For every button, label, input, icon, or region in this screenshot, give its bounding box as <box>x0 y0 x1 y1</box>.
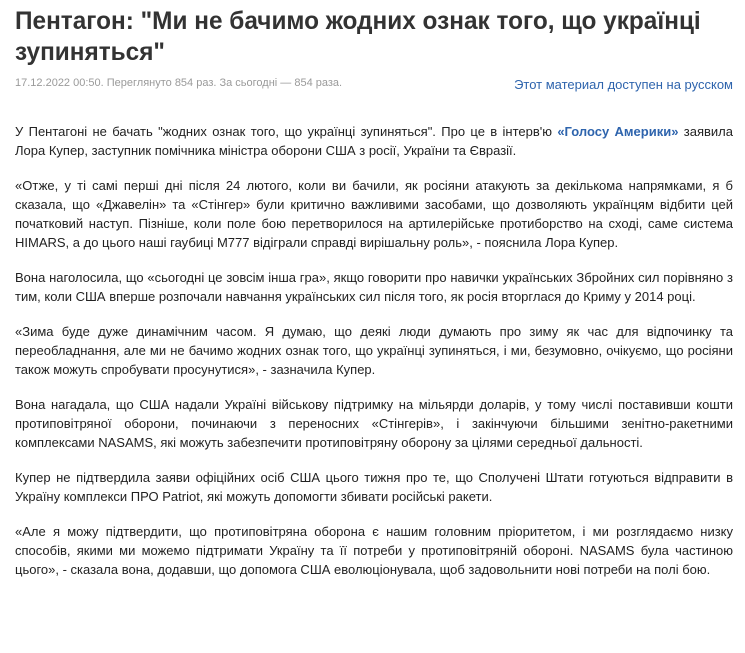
article-paragraph: «Але я можу підтвердити, що протиповітряна оборона є нашим головним пріоритетом, і ми розглядаємо низку способів, якими ми можемо підтримати Україну та її потреби у протиповітряній обороні. NASAMS була частиною цього», - сказала вона, додавши, що допомога США еволюціонувала, щоб задовольнити нові потреби на полі бою. <box>15 524 733 577</box>
article-paragraph <box>15 122 733 160</box>
article-paragraph: «Зима буде дуже динамічним часом. Я думаю, що деякі люди думають про зиму як час для відпочинку та переобладнання, але ми не бачимо жодних ознак того, що українці зупиняться, і ми, безумовно, очікуємо, що росіяни також можуть спробувати просунутися», - зазначила Купер. <box>15 324 733 377</box>
article-meta-row <box>15 75 733 95</box>
article-meta-info: 17.12.2022 00:50. Переглянуто 854 раз. За сьогодні — 854 раза. <box>15 77 343 89</box>
paragraph-text: У Пентагоні не бачать "жодних ознак того, що українці зупиняться". Про це в інтерв'ю <box>15 124 558 139</box>
article-body <box>15 122 733 595</box>
article-paragraph: Купер не підтвердила заяви офіційних осіб США цього тижня про те, що Сполучені Штати готуються відправити в Україну комплекси ПРО Patriot, які можуть допомогти збивати російські ракети. <box>15 470 733 504</box>
russian-version-link[interactable]: Этот материал доступен на русском <box>514 77 733 92</box>
article-paragraph: Вона наголосила, що «сьогодні це зовсім інша гра», якщо говорити про навички українських Збройних сил порівняно з тим, коли США вперше розпочали навчання українських сил після того, як росія вторглася до Криму у 2014 році. <box>15 270 733 304</box>
voice-of-america-link[interactable]: «Голосу Америки» <box>557 124 679 139</box>
article-paragraph: «Отже, у ті самі перші дні після 24 лютого, коли ви бачили, як росіяни атакують за декількома напрямками, я б сказала, що «Джавелін» та «Стінгер» були критично важливими засобами, що дозволяють українцям відбити цей початковий наступ. Пізніше, коли поле бою перетворилося на артилерійське протиборство на сході, саме система HIMARS, а до цього наші гаубиці M777 відіграли справді вирішальну роль», - пояснила Лора Купер. <box>15 178 733 250</box>
paragraph-text: заявила Лора Купер, заступник помічника міністра оборони США з росії, України та Євразії. <box>15 124 733 158</box>
article-paragraph: Вона нагадала, що США надали Україні військову підтримку на мільярди доларів, у тому числі поставивши кошти протиповітряної оборони, починаючи з переносних «Стінгерів», і закінчуючи більшими зенітно-ракетними комплексами NASAMS, які можуть забезпечити протиповітряну оборону за цілями середньої дальності. <box>15 397 733 450</box>
article-title: Пентагон: "Ми не бачимо жодних ознак того, що українці зупиняться" <box>15 7 701 66</box>
